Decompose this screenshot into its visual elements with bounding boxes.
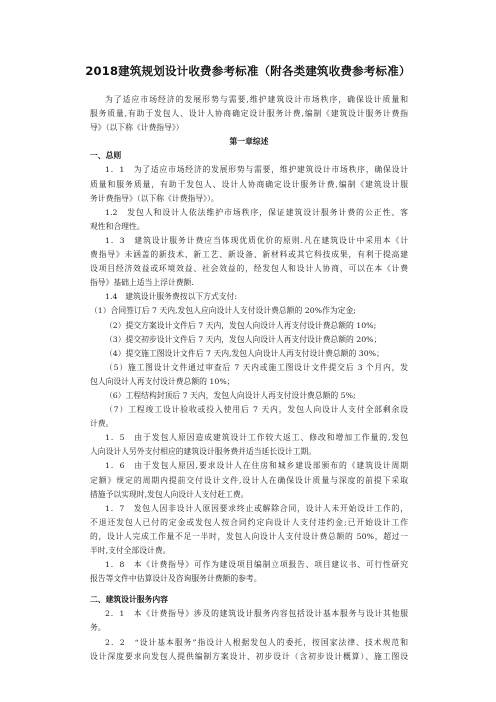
paragraph-line: 务。 <box>90 623 106 633</box>
intro-line: 为了适应市场经济的发展形势与需要,维护建筑设计市场秩序，确保设计质量和 <box>105 95 408 104</box>
paragraph-line: 2．2 “设计基本服务”指设计人根据发包人的委托，按国家法律、技术规范和 <box>105 637 408 647</box>
document-title: 2018建筑规划设计收费参考标准（附各类建筑收费参考标准） <box>85 64 411 78</box>
paragraph-line: 1.2 发包人和设计人依法维护市场秩序，保证建筑设计服务计费的公正性、客 <box>105 207 408 217</box>
paragraph-line: 不退还发包人已付的定金或发包人按合同约定向设计人支付违约金;已开始设计工作 <box>90 517 408 527</box>
paragraph-line: 设计深度要求向发包人提供编制方案设计、初步设计（含初步设计概算）、施工图设 <box>90 651 408 661</box>
paragraph-line: 务计费指导》（以下称《计费指导》）。 <box>90 193 219 203</box>
section-heading: 一、总则 <box>90 151 122 161</box>
paragraph-line: 措施予以实现时,发包人向设计人支付赶工费。 <box>90 489 249 499</box>
list-item: （4）提交施工图设计文件后 7 天内,发包人向设计人再支付设计费总额的 30%； <box>105 348 384 358</box>
paragraph-line: 1．5 由于发包人原因造成建筑设计工作较大返工、修改和增加工作量的,发包 <box>105 433 408 443</box>
list-item: （1）合同签订后 7 天内,发包人应向设计人支付设计费总额的 20%作为定金; <box>90 306 356 316</box>
paragraph-line: 1.4 建筑设计服务费按以下方式支付: <box>105 292 237 302</box>
paragraph-line: 2．1 本《计费指导》涉及的建筑设计服务内容包括设计基本服务与设计其他服 <box>105 609 408 619</box>
paragraph-line: 1．8 本《计费指导》可作为建设项目编制立项报告、项目建议书、可行性研究 <box>105 560 408 570</box>
paragraph-line: 质量和服务质量，有助于发包人、设计人协商确定设计服务计费,编制《建筑设计服 <box>90 179 408 189</box>
paragraph-line: 1．1 为了适应市场经济的发展形势与需要，维护建筑设计市场秩序，确保设计 <box>105 165 408 175</box>
paragraph-line: 的，设计人完成工作量不足一半时，发包人向设计人支付设计费总额的 50%，超过一 <box>90 531 408 541</box>
list-item: （7）工程竣工设计验收或投入使用后 7 天内，发包人向设计人支付全部剩余设 <box>105 405 408 415</box>
list-item: （2）提交方案设计文件后 7 天内，发包人向设计人再支付设计费总额的 10%; <box>105 320 377 330</box>
paragraph-line: 1．3 建筑设计服务计费应当体现优质优价的原则.凡在建筑设计中采用本《计 <box>105 235 408 245</box>
chapter-heading: 第一章综述 <box>229 137 269 147</box>
paragraph-line: 报告等文件中估算设计及咨询服务计费额的参考。 <box>90 574 262 584</box>
intro-line: 导》（以下称《计费指导》） <box>90 123 184 133</box>
paragraph-line: 设项目经济效益或环境效益、社会效益的，经发包人和设计人协商，可以在本《计费 <box>90 264 408 274</box>
paragraph-line: 1．7 发包人因非设计人原因要求终止或解除合同，设计人未开始设计工作的， <box>105 503 408 513</box>
list-item: 包人向设计人再支付设计费总额的 10%； <box>90 376 235 386</box>
list-item: （5）施工图设计文件通过审查后 7 天内或施工图设计文件提交后 3 个月内，发 <box>105 362 408 372</box>
paragraph-line: 费指导》未涵盖的新技术、新工艺、新设备、新材料或其它科技成果，有利于提高建 <box>90 250 408 260</box>
paragraph-line: 指导》基础上适当上浮计费额. <box>90 278 194 288</box>
paragraph-line: 1．6 由于发包人原因,要求设计人在住房和城乡建设部颁布的《建筑设计周期 <box>105 461 408 471</box>
paragraph-line: 定额》规定的周期内提前交付设计文件,设计人在确保设计质量与深度的前提下采取 <box>90 475 408 485</box>
section-heading: 二、建筑设计服务内容 <box>90 595 168 605</box>
intro-line: 服务质量,有助于发包人、设计人协商确定设计服务计费,编制《建筑设计服务计费指 <box>90 109 408 119</box>
paragraph-line: 人向设计人另外支付相应的建筑设计服务费并适当延长设计工期。 <box>90 447 317 457</box>
document-body <box>90 93 408 664</box>
list-item: （6）工程结构封顶后 7 天内，发包人向设计人再支付设计费总额的 5%; <box>105 390 356 400</box>
paragraph-line: 半时,支付全部设计费。 <box>90 546 171 555</box>
list-item: 计费。 <box>90 419 114 429</box>
list-item: （3）提交初步设计文件后 7 天内，发包人向设计人再支付设计费总额的 20%； <box>105 334 382 344</box>
paragraph-line: 观性和合理性。 <box>90 221 145 231</box>
